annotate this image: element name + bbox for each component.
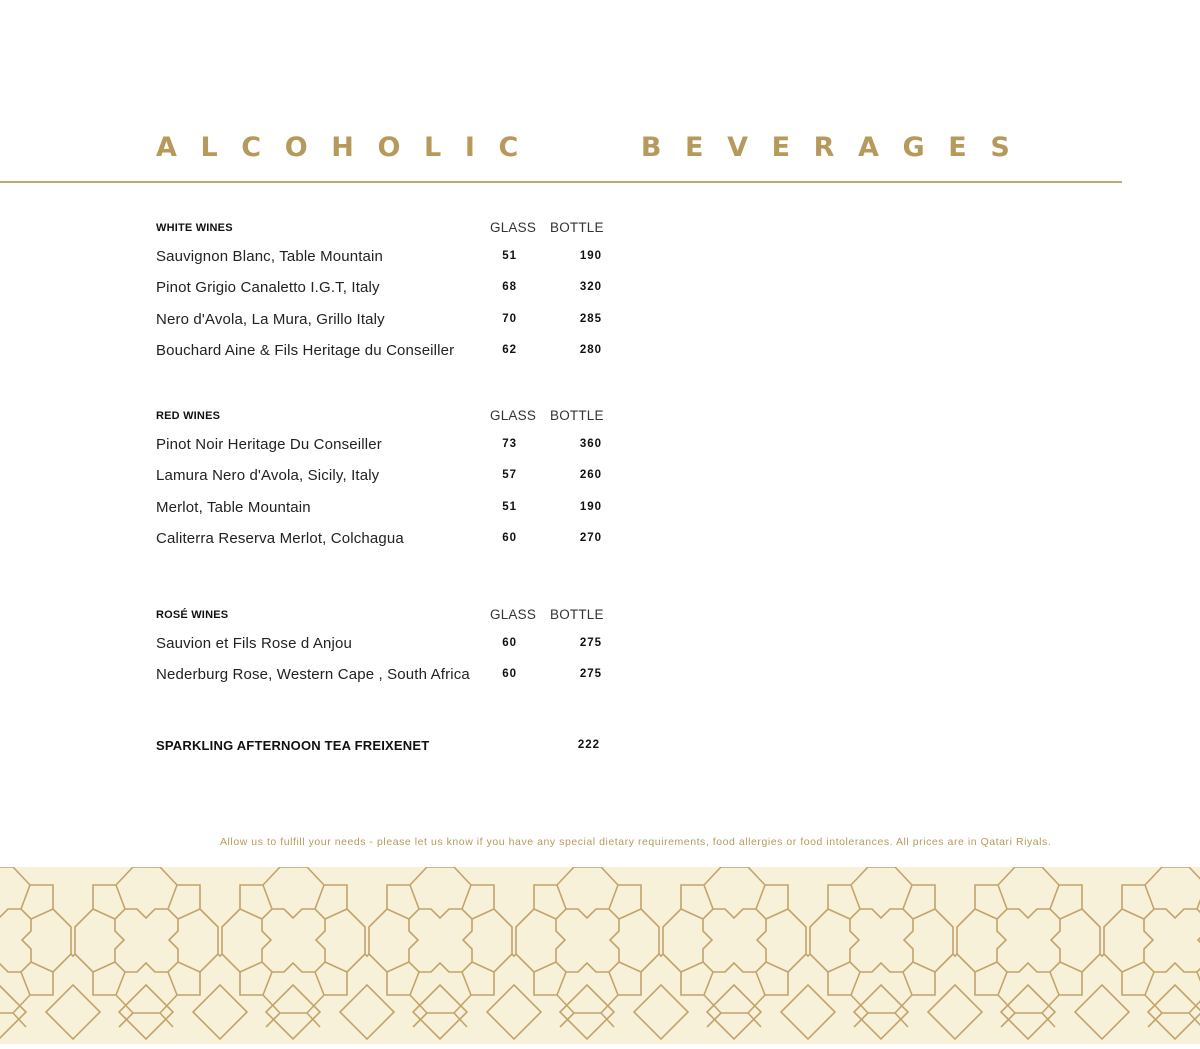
sparkling-price: 222 bbox=[577, 739, 600, 751]
glass-price: 51 bbox=[502, 500, 517, 513]
pattern-svg bbox=[0, 867, 1200, 1044]
menu-item bbox=[156, 666, 606, 697]
item-name: Nederburg Rose, Western Cape , South Africa bbox=[156, 666, 470, 684]
menu-item bbox=[156, 436, 606, 467]
bottle-column-label: BOTTLE bbox=[550, 607, 604, 622]
bottle-price: 275 bbox=[579, 668, 602, 681]
item-name: Pinot Noir Heritage Du Conseiller bbox=[156, 436, 382, 453]
sparkling-item-name: SPARKLING AFTERNOON TEA FREIXENET bbox=[156, 738, 430, 753]
menu-item bbox=[156, 499, 606, 530]
title-divider bbox=[0, 181, 1122, 183]
glass-column-label: GLASS bbox=[490, 607, 537, 622]
section-title: WHITE WINES bbox=[156, 222, 233, 234]
white-wines-section bbox=[156, 220, 606, 374]
bottle-price: 360 bbox=[579, 438, 602, 450]
item-name: Lamura Nero d'Avola, Sicily, Italy bbox=[156, 467, 380, 485]
item-name: Nero d'Avola, La Mura, Grillo Italy bbox=[156, 310, 385, 328]
glass-price: 51 bbox=[502, 250, 517, 262]
glass-price: 62 bbox=[502, 344, 517, 357]
menu-item bbox=[156, 248, 606, 279]
section-header bbox=[156, 607, 606, 627]
page-title: ALCOHOLIC BEVERAGES bbox=[156, 132, 1034, 163]
geometric-lattice-pattern bbox=[0, 867, 1200, 1044]
item-name: Sauvion et Fils Rose d Anjou bbox=[156, 635, 352, 652]
bottle-column-label: BOTTLE bbox=[550, 408, 604, 423]
menu-item bbox=[156, 530, 606, 561]
section-title: RED WINES bbox=[156, 410, 221, 422]
bottle-price: 285 bbox=[579, 312, 602, 325]
red-wines-section bbox=[156, 408, 606, 562]
menu-item bbox=[156, 635, 606, 666]
glass-price: 60 bbox=[502, 532, 517, 545]
bottle-column-label: BOTTLE bbox=[550, 220, 604, 235]
bottle-price: 190 bbox=[579, 250, 602, 262]
menu-item bbox=[156, 311, 606, 342]
menu-item bbox=[156, 279, 606, 310]
bottle-price: 280 bbox=[579, 344, 602, 357]
bottle-price: 260 bbox=[579, 469, 602, 482]
glass-column-label: GLASS bbox=[490, 408, 537, 423]
glass-price: 60 bbox=[502, 637, 517, 649]
bottle-price: 190 bbox=[579, 500, 602, 513]
item-name: Pinot Grigio Canaletto I.G.T, Italy bbox=[156, 279, 380, 297]
glass-price: 73 bbox=[502, 438, 517, 450]
rose-wines-section bbox=[156, 607, 606, 698]
dietary-note: Allow us to fulfill your needs - please let us know if you have any special dietary requirements, food allergies or food intolerances. All prices are in Qatari Riyals. bbox=[220, 836, 1052, 848]
item-name: Sauvignon Blanc, Table Mountain bbox=[156, 248, 384, 265]
bottle-price: 275 bbox=[579, 637, 602, 649]
item-name: Merlot, Table Mountain bbox=[156, 498, 311, 516]
item-name: Bouchard Aine & Fils Heritage du Conseiller bbox=[156, 342, 455, 360]
section-header bbox=[156, 220, 606, 240]
glass-column-label: GLASS bbox=[490, 220, 537, 235]
glass-price: 68 bbox=[502, 281, 517, 294]
menu-item bbox=[156, 467, 606, 498]
glass-price: 60 bbox=[502, 668, 517, 681]
section-header bbox=[156, 408, 606, 428]
item-name: Caliterra Reserva Merlot, Colchagua bbox=[156, 530, 404, 548]
section-title: ROSÉ WINES bbox=[156, 609, 229, 621]
glass-price: 70 bbox=[502, 312, 517, 325]
glass-price: 57 bbox=[502, 469, 517, 482]
bottle-price: 320 bbox=[579, 281, 602, 294]
bottle-price: 270 bbox=[579, 532, 602, 545]
menu-item bbox=[156, 342, 606, 373]
